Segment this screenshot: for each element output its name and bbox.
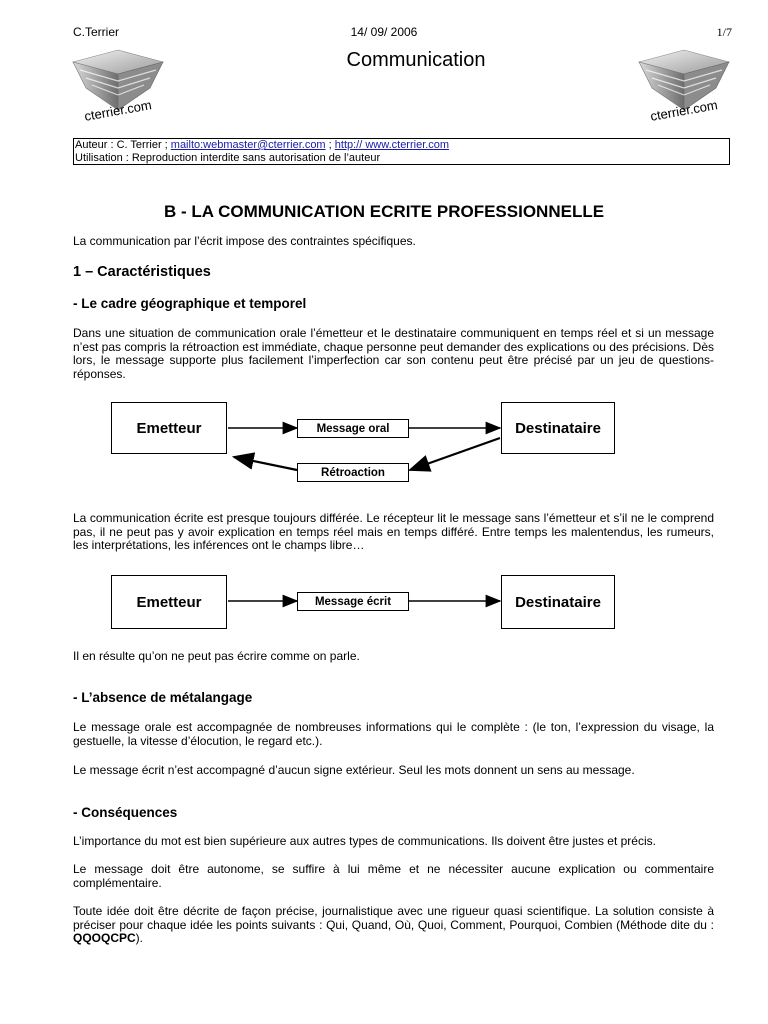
document-title: Communication	[346, 49, 486, 71]
intro-paragraph: La communication par l’écrit impose des contraintes spécifiques.	[73, 234, 416, 248]
box-retroaction: Rétroaction	[297, 463, 409, 482]
usage-line: Utilisation : Reproduction interdite sans autorisation de l’auteur	[75, 152, 381, 164]
logo-text: cterrier.com	[649, 97, 719, 124]
idee-text: Toute idée doit être décrite de façon précise, journalistique avec une rigueur quasi scientifique. La solution consiste à préciser pour chaque idée les points suivants : Qui, Quand, Où, Quoi, Comment, Pourquoi, Combien (Méthode dite du :	[73, 904, 714, 932]
heading-absence: - L’absence de métalangage	[73, 690, 253, 705]
paragraph-importance: L’importance du mot est bien supérieure aux autres types de communications. Ils doivent être justes et précis.	[73, 834, 656, 848]
paragraph-ecrit-signe: Le message écrit n’est accompagné d’aucun signe extérieur. Seul les mots donnent un sens au message.	[73, 763, 635, 777]
paragraph-autonome: Le message doit être autonome, se suffire à lui même et ne nécessiter aucune explication ou commentaire complémentaire.	[73, 862, 714, 890]
heading-consequences: - Conséquences	[73, 805, 178, 820]
header-date: 14/ 09/ 2006	[350, 25, 418, 39]
header-author: C.Terrier	[73, 25, 120, 39]
paragraph-idee	[73, 905, 714, 946]
section-title: B - LA COMMUNICATION ECRITE PROFESSIONNELLE	[163, 202, 605, 221]
header-page-number: 1/7	[716, 25, 732, 39]
arrow-destinataire-to-retroaction	[410, 438, 500, 470]
heading-cadre: - Le cadre géographique et temporel	[73, 296, 307, 311]
site-link[interactable]: http:// www.cterrier.com	[334, 139, 450, 151]
mail-link[interactable]: mailto:webmaster@cterrier.com	[170, 139, 326, 151]
box-emetteur: Emetteur	[111, 402, 227, 454]
box-message-ecrit: Message écrit	[297, 592, 409, 611]
paragraph-resulte: Il en résulte qu’on ne peut pas écrire comme on parle.	[73, 649, 360, 663]
box-destinataire: Destinataire	[501, 402, 615, 454]
paragraph-ecrite: La communication écrite est presque toujours différée. Le récepteur lit le message sans l’émetteur et s’il ne le comprend pas, il ne peut pas y avoir explication en temps réel mais en temps différé. Entre temps les malentendus, les rumeurs, les interprétations, les inférences ont le champs libre…	[73, 511, 714, 552]
link-separator: ;	[325, 139, 335, 151]
paragraph-orale: Le message orale est accompagnée de nombreuses informations qui le complète : (le ton, l’expression du visage, la gestuelle, la vitesse d’élocution, le regard etc.).	[73, 720, 714, 748]
box-destinataire-2: Destinataire	[501, 575, 615, 629]
heading-caracteristiques: 1 – Caractéristiques	[73, 264, 211, 280]
idee-end: ).	[135, 931, 144, 945]
author-prefix: Auteur : C. Terrier ;	[75, 139, 171, 151]
box-message-oral: Message oral	[297, 419, 409, 438]
qqoqcpc-term: QQOQCPC	[73, 931, 136, 945]
arrow-retroaction-to-emetteur	[234, 457, 297, 470]
box-emetteur-2: Emetteur	[111, 575, 227, 629]
logo-text: cterrier.com	[83, 97, 153, 124]
paragraph-cadre: Dans une situation de communication orale l’émetteur et le destinataire communiquent en temps réel et si un message n’est pas compris la rétroaction est immédiate, chaque personne peut demander des explications ou des précisions. Dès lors, le message supporte plus facilement l’imperfection car son contenu peut être précisé par un jeu de questions-réponses.	[73, 326, 715, 381]
